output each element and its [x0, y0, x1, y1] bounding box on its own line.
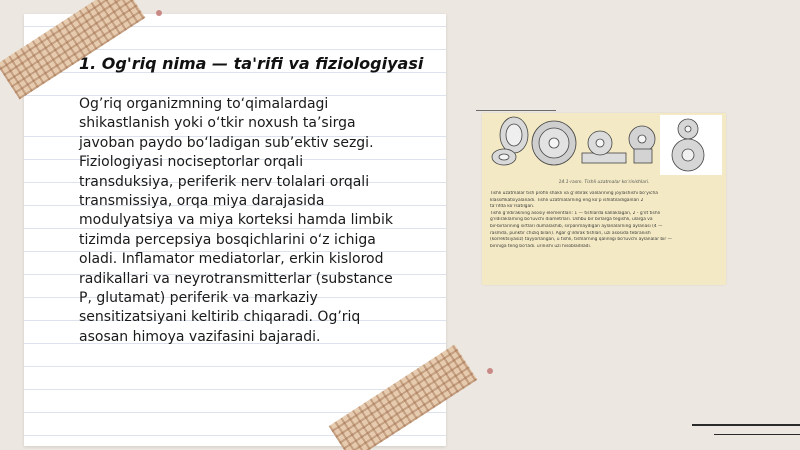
body-line: modulyatsiya va miya korteksi hamda limbik: [79, 212, 393, 229]
figure-text: [490, 191, 720, 250]
figure-text-line: Tishli g‘ildirakning asosiy elementlari: 1 — tishlarda kallaklagan, 2 - g‘ilt tishli: [490, 210, 661, 216]
body-line: javoban paydo bo‘ladigan sub’ektiv sezgi.: [79, 134, 374, 151]
tape-dot: [156, 10, 162, 16]
body-line: sensitizatsiyani keltirib chiqaradi. Og’riq: [79, 309, 361, 326]
figure-text-line: klassifikatsiyalanadi. Tishli uzatmalarning eng ko‘p ishlatiladiganlari 2: [490, 197, 644, 203]
slide-body-text: [79, 95, 439, 347]
figure-text-line: bir-birlarining sirtlari dumalashib, sirpanmaydigan aylanalarning aylanasi (4 —: [490, 223, 663, 229]
figure-text-line: ta‘rifda ko‘rsatilgan.: [490, 204, 535, 210]
decorative-line: [714, 434, 800, 435]
figure-caption: 14.1-rasm. Tishli uzatmalar ko‘rinishlari.: [558, 180, 650, 185]
body-line: oladi. Inflamator mediatorlar, erkin kislorod: [79, 251, 384, 268]
body-line: P, glutamat) periferik va markaziy: [79, 290, 318, 307]
body-line: tizimda percepsiya bosqichlarini o‘z ichiga: [79, 231, 376, 248]
figure-text-line: Tishli uzatmalar tish profili shakli va g‘ildirak valilarining joylashishi bo‘yicha: [490, 191, 658, 196]
body-line: transduksiya, periferik nerv tolalari orqali: [79, 173, 370, 190]
gear-figure-image: [482, 113, 726, 285]
tape-dot: [487, 368, 493, 374]
body-line: transmissiya, orqa miya darajasida: [79, 193, 325, 210]
slide-title: 1. Og'riq nima — ta'rifi va fiziologiyasi: [79, 54, 424, 73]
body-line: radikallari va neyrotransmitterlar (substance: [79, 270, 393, 287]
body-line: asosan himoya vazifasini bajaradi.: [79, 328, 321, 345]
body-line: Og’riq organizmning to‘qimalardagi: [79, 96, 329, 112]
body-line: Fiziologiyasi nociseptorlar orqali: [79, 154, 304, 171]
gears-illustration: [482, 113, 726, 179]
body-line: shikastlanish yoki o‘tkir noxush ta’sirga: [79, 115, 356, 132]
figure-text-line: (korrektsiyasiz) tayyorlangan, u tishli, tishlarning qalinligi bo‘luvchi aylanalar bir —: [490, 237, 672, 243]
figure-text-line: g‘ildiraklarning bo‘luvchi diametrlari. Ushbu bir birlarga tegishli, ularga va: [490, 217, 653, 223]
figure-rule: [476, 110, 556, 111]
figure-text-line: biriniga teng bo‘ladi. urinishi uzi hisobladiladi.: [490, 243, 592, 249]
decorative-line: [692, 424, 800, 426]
figure-text-line: rasmda, punktir chiziq bilan). Agar g‘ildirak tishlari, uzi asosida tebranish: [490, 230, 651, 236]
